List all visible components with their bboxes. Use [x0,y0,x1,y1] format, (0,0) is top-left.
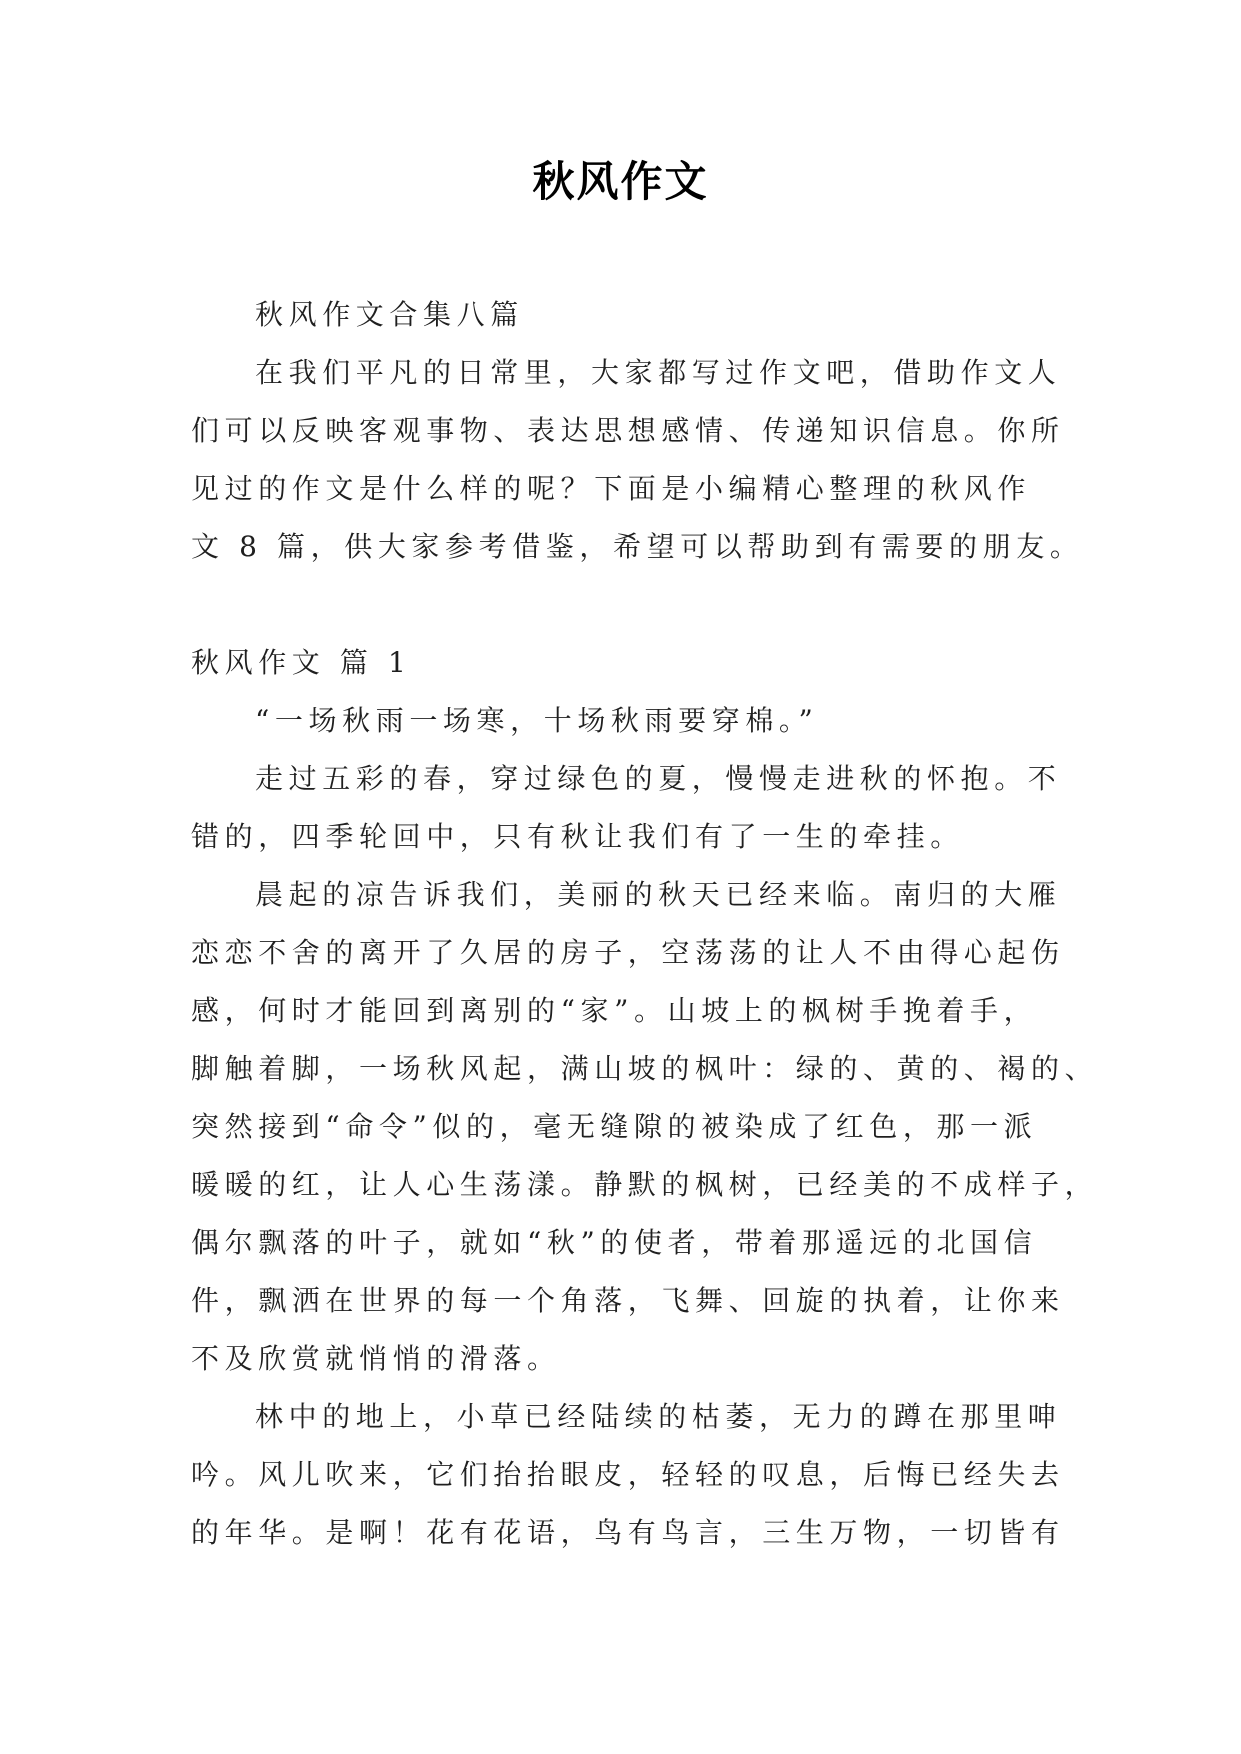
text-line: 恋恋不舍的离开了久居的房子，空荡荡的让人不由得心起伤 [191,936,1065,969]
text-line: 感，何时才能回到离别的“家”。山坡上的枫树手挽着手， [191,994,1038,1027]
text-line: 们可以反映客观事物、表达思想感情、传递知识信息。你所 [191,414,1065,447]
text-line: 突然接到“命令”似的，毫无缝隙的被染成了红色，那一派 [191,1110,1038,1143]
text-line: 林中的地上，小草已经陆续的枯萎，无力的蹲在那里呻 [255,1400,1062,1433]
text-line: 在我们平凡的日常里，大家都写过作文吧，借助作文人 [255,356,1062,389]
document-body [191,286,1099,1562]
text-line: 偶尔飘落的叶子，就如“秋”的使者，带着那遥远的北国信 [191,1226,1038,1259]
text-line: 不及欣赏就悄悄的滑落。 [191,1342,561,1375]
text-line: 文 8 篇，供大家参考借鉴，希望可以帮助到有需要的朋友。 [191,530,1084,563]
text-line: 暖暖的红，让人心生荡漾。静默的枫树，已经美的不成样子， [191,1168,1099,1201]
text-line: 见过的作文是什么样的呢？下面是小编精心整理的秋风作 [191,472,1032,505]
text-line: 件，飘洒在世界的每一个角落，飞舞、回旋的执着，让你来 [191,1284,1065,1317]
text-line: 脚触着脚，一场秋风起，满山坡的枫叶：绿的、黄的、褐的、 [191,1052,1099,1085]
document-title: 秋风作文 [532,157,709,206]
text-line: 走过五彩的春，穿过绿色的夏，慢慢走进秋的怀抱。不 [255,762,1062,795]
text-line: “一场秋雨一场寒，十场秋雨要穿棉。” [255,704,819,737]
text-line: 秋风作文 篇 1 [191,646,412,679]
text-line: 错的，四季轮回中，只有秋让我们有了一生的牵挂。 [191,820,964,853]
blank-line [191,576,1061,634]
text-line: 的年华。是啊！花有花语，鸟有鸟言，三生万物，一切皆有 [191,1516,1065,1549]
text-line: 吟。风儿吹来，它们抬抬眼皮，轻轻的叹息，后悔已经失去 [191,1458,1065,1491]
text-line: 晨起的凉告诉我们，美丽的秋天已经来临。南归的大雁 [255,878,1062,911]
text-line: 秋风作文合集八篇 [255,298,524,331]
